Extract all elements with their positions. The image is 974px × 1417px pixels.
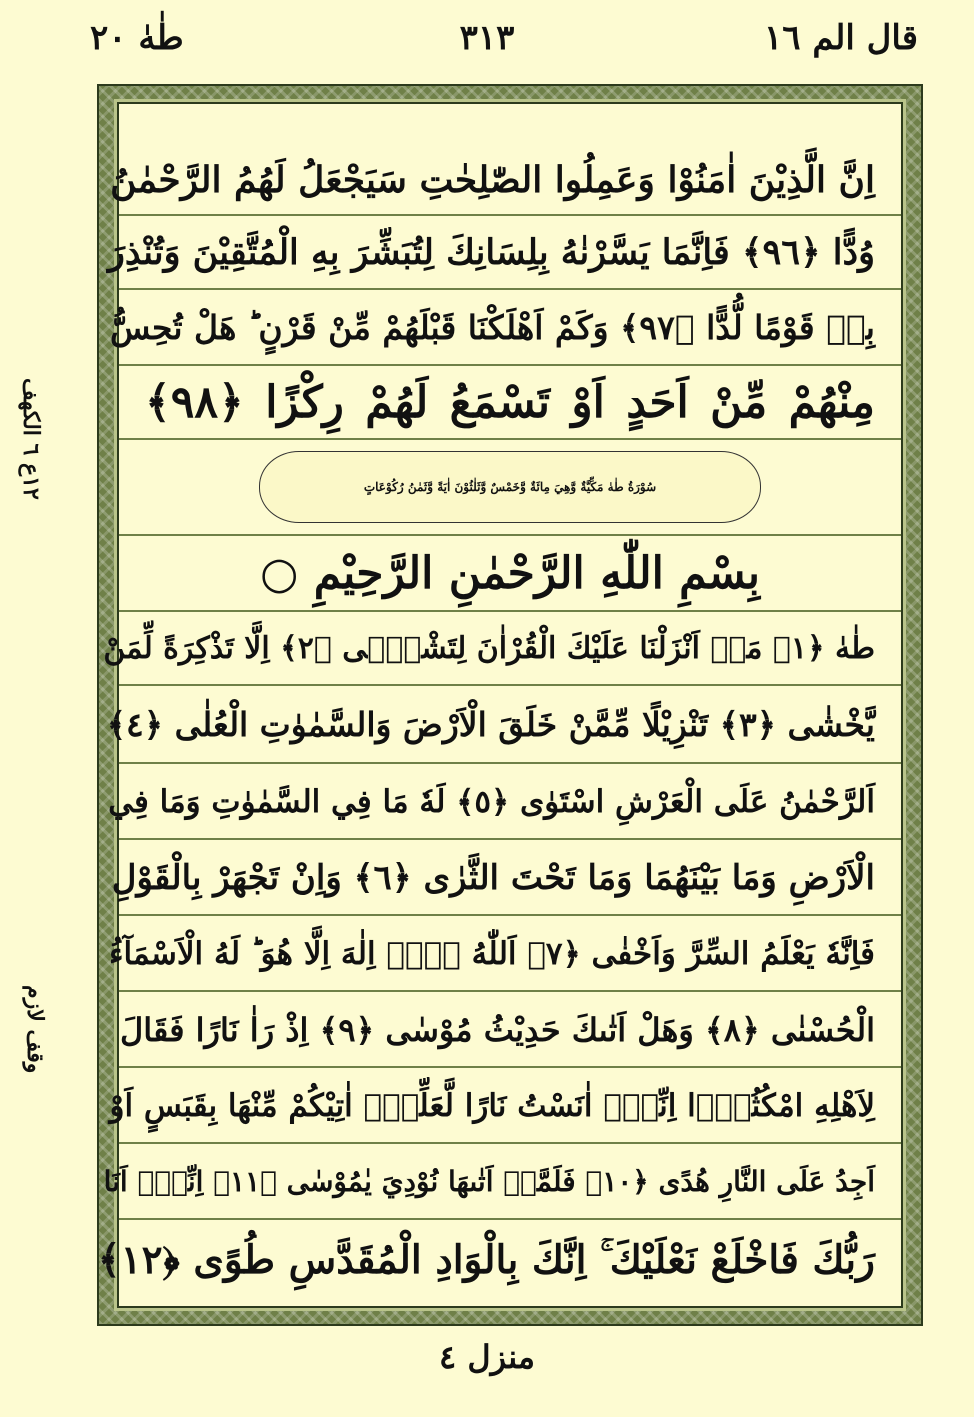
verse-line: اَلرَّحْمٰنُ عَلَى الْعَرْشِ اسْتَوٰى ﴿٥﴾ لَهٗ مَا فِي السَّمٰوٰتِ وَمَا فِي <box>119 764 901 840</box>
verse-line: اَجِدُ عَلَى النَّارِ هُدًى ﴿١٠﴾ فَلَمَّاۤ اَتٰىهَا نُوْدِيَ يٰمُوْسٰى ﴿١١﴾ اِنِّيْۤ اَنَا <box>119 1144 901 1220</box>
manzil-label: منزل ٤ <box>438 1338 536 1376</box>
verse-line: طٰهٰ ﴿١﴾ مَاۤ اَنْزَلْنَا عَلَيْكَ الْقُرْاٰنَ لِتَشْقٰۤى ﴿٢﴾ اِلَّا تَذْكِرَةً لِّمَنْ <box>119 612 901 686</box>
page-header <box>0 0 974 80</box>
surah-title-plate: سُوْرَةُ طٰهٰ مَكِّيَّةٌ وَّهِيَ مِائَةٌ وَّخَمْسٌ وَّثَلٰثُوْنَ اٰيَةً وَّثَمٰنُ رُكُوْعَاتٍ <box>259 451 761 523</box>
ornamental-border <box>97 84 923 1326</box>
ruku-marker: ١٢ع ٦ الكهف <box>18 378 44 500</box>
juz-label: قال الم ١٦ <box>764 18 918 58</box>
verse-line: اِنَّ الَّذِيْنَ اٰمَنُوْا وَعَمِلُوا الصّٰلِحٰتِ سَيَجْعَلُ لَهُمُ الرَّحْمٰنُ <box>119 144 901 216</box>
waqf-lazim-note: وقف لازم <box>22 985 48 1074</box>
verse-line: يَّخْشٰى ﴿٣﴾ تَنْزِيْلًا مِّمَّنْ خَلَقَ الْاَرْضَ وَالسَّمٰوٰتِ الْعُلٰى ﴿٤﴾ <box>119 686 901 764</box>
verse-line: مِنْهُمْ مِّنْ اَحَدٍ اَوْ تَسْمَعُ لَهُمْ رِكْزًا ﴿٩٨﴾ <box>119 366 901 440</box>
verse-line: الْحُسْنٰى ﴿٨﴾ وَهَلْ اَتٰىكَ حَدِيْثُ مُوْسٰى ﴿٩﴾ اِذْ رَاٰ نَارًا فَقَالَ <box>119 992 901 1068</box>
verse-line: بِهٖ قَوْمًا لُّدًّا ﴿٩٧﴾ وَكَمْ اَهْلَكْنَا قَبْلَهُمْ مِّنْ قَرْنٍ ؕ هَلْ تُحِسُّ <box>119 290 901 366</box>
page-number: ٣١٣ <box>459 18 515 58</box>
verse-line: وُدًّا ﴿٩٦﴾ فَاِنَّمَا يَسَّرْنٰهُ بِلِسَانِكَ لِتُبَشِّرَ بِهِ الْمُتَّقِيْنَ وَتُنْذِرَ <box>119 216 901 290</box>
verse-line: فَاِنَّهٗ يَعْلَمُ السِّرَّ وَاَخْفٰى ﴿٧﴾ اَللّٰهُ لَاۤ اِلٰهَ اِلَّا هُوَ ؕ لَهُ الْاَسْمَآءُ <box>119 916 901 992</box>
verse-line: الْاَرْضِ وَمَا بَيْنَهُمَا وَمَا تَحْتَ الثَّرٰى ﴿٦﴾ وَاِنْ تَجْهَرْ بِالْقَوْلِ <box>119 840 901 916</box>
verse-line: لِاَهْلِهِ امْكُثُوْۤا اِنِّيْۤ اٰنَسْتُ نَارًا لَّعَلِّيْۤ اٰتِيْكُمْ مِّنْهَا بِقَبَسٍ اَوْ <box>119 1068 901 1144</box>
verse-line: رَبُّكَ فَاخْلَعْ نَعْلَيْكَ ۚ اِنَّكَ بِالْوَادِ الْمُقَدَّسِ طُوًى ﴿١٢﴾ <box>97 1237 875 1283</box>
surah-header <box>119 440 901 536</box>
bismillah-line: بِسْمِ اللّٰهِ الرَّحْمٰنِ الرَّحِيْمِ ○ <box>119 536 901 612</box>
text-area <box>97 102 903 1308</box>
surah-label: طٰهٰ ٢٠ <box>90 18 184 58</box>
